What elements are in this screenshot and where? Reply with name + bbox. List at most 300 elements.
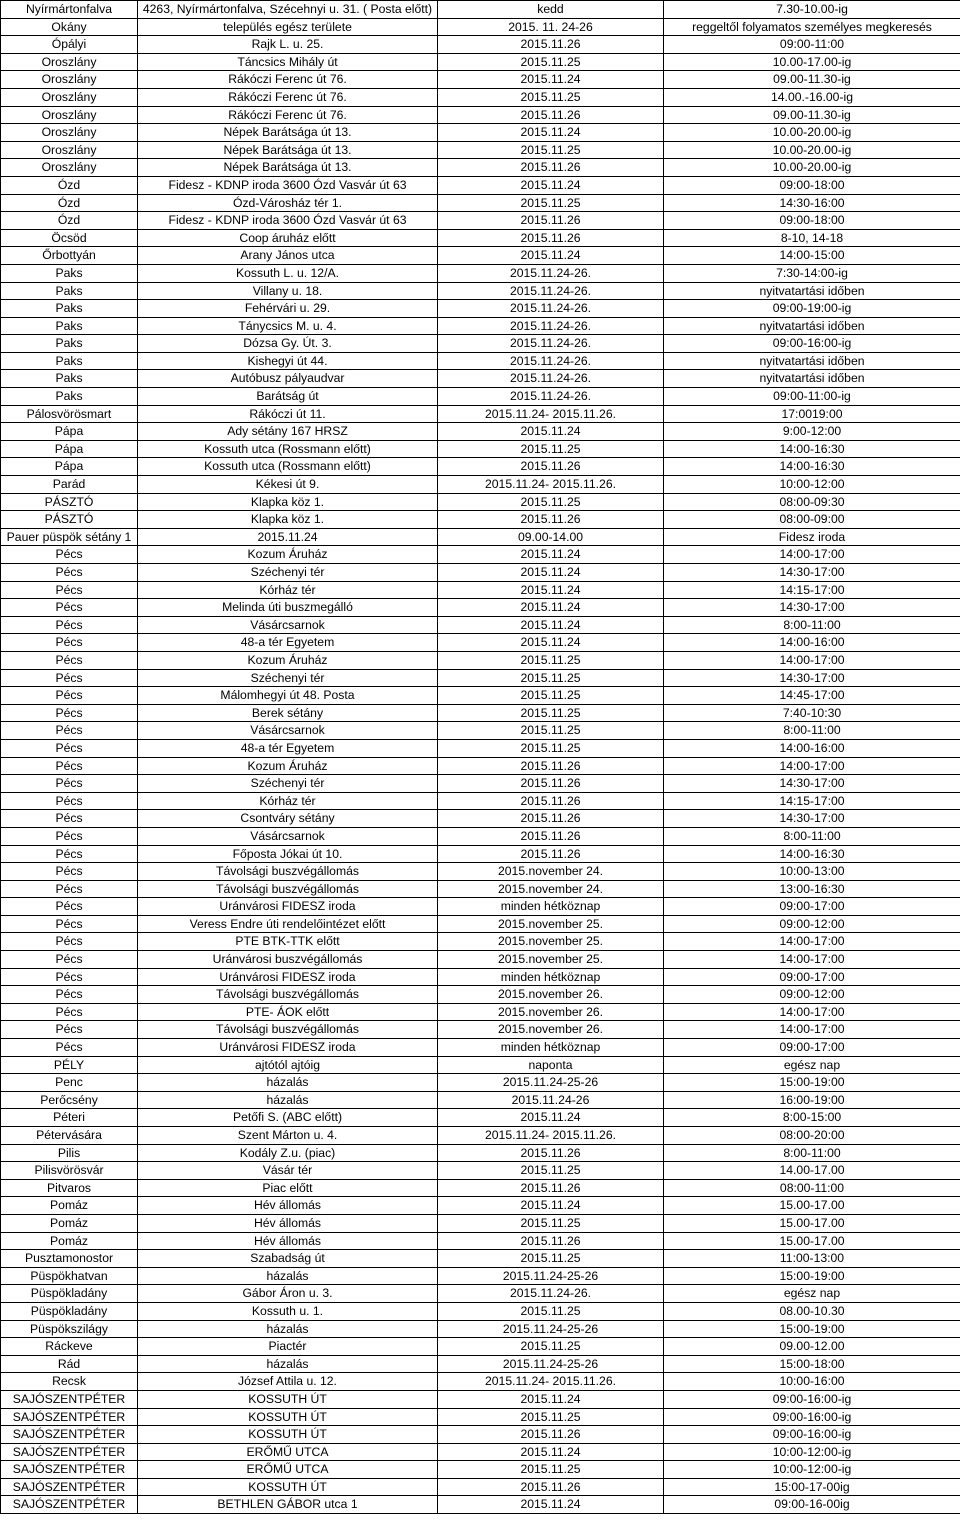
table-row: [1, 564, 960, 582]
location-cell: Kossuth L. u. 12/A.: [138, 264, 438, 282]
table-row: [1, 757, 960, 775]
table-row: [1, 1478, 960, 1496]
settlement-cell: Pápa: [1, 440, 138, 458]
settlement-cell: Pécs: [1, 669, 138, 687]
settlement-cell: Pápa: [1, 423, 138, 441]
settlement-cell: Püspökszilágy: [1, 1320, 138, 1338]
time-cell: Fidesz iroda: [664, 528, 960, 546]
date-cell: 2015.11.24-26.: [438, 352, 664, 370]
time-cell: 09:00-17:00: [664, 898, 960, 916]
time-cell: 09:00-19:00-ig: [664, 300, 960, 318]
table-row: [1, 951, 960, 969]
location-cell: Klapka köz 1.: [138, 511, 438, 529]
table-row: [1, 71, 960, 89]
time-cell: 14:00-17:00: [664, 933, 960, 951]
location-cell: Barátság út: [138, 388, 438, 406]
date-cell: 2015. 11. 24-26: [438, 18, 664, 36]
time-cell: nyitvatartási időben: [664, 282, 960, 300]
date-cell: 2015.11.26: [438, 845, 664, 863]
location-cell: Villany u. 18.: [138, 282, 438, 300]
table-row: [1, 36, 960, 54]
date-cell: 2015.11.24: [438, 546, 664, 564]
time-cell: 14:15-17:00: [664, 581, 960, 599]
time-cell: 8:00-11:00: [664, 1144, 960, 1162]
location-cell: Szent Márton u. 4.: [138, 1127, 438, 1145]
date-cell: 2015.11.25: [438, 493, 664, 511]
table-row: [1, 1496, 960, 1514]
date-cell: kedd: [438, 1, 664, 19]
location-cell: házalás: [138, 1091, 438, 1109]
settlement-cell: Pécs: [1, 933, 138, 951]
date-cell: 2015.11.26: [438, 827, 664, 845]
time-cell: 14.00-17.00: [664, 1162, 960, 1180]
table-row: [1, 458, 960, 476]
time-cell: 09:00-18:00: [664, 176, 960, 194]
date-cell: 2015.11.25: [438, 687, 664, 705]
table-row: [1, 1408, 960, 1426]
date-cell: 2015.11.25: [438, 1461, 664, 1479]
settlement-cell: Öcsöd: [1, 229, 138, 247]
location-cell: Autóbusz pályaudvar: [138, 370, 438, 388]
settlement-cell: Pécs: [1, 616, 138, 634]
location-cell: József Attila u. 12.: [138, 1373, 438, 1391]
location-cell: Távolsági buszvégállomás: [138, 986, 438, 1004]
date-cell: 2015.11.25: [438, 1302, 664, 1320]
time-cell: 08:00-20:00: [664, 1127, 960, 1145]
table-row: [1, 1267, 960, 1285]
table-row: [1, 1232, 960, 1250]
table-row: [1, 352, 960, 370]
table-row: [1, 53, 960, 71]
date-cell: 2015.11.24- 2015.11.26.: [438, 1373, 664, 1391]
table-row: [1, 1197, 960, 1215]
date-cell: 2015.11.24-25-26: [438, 1074, 664, 1092]
location-cell: Rajk L. u. 25.: [138, 36, 438, 54]
settlement-cell: Oroszlány: [1, 106, 138, 124]
location-cell: Távolsági buszvégállomás: [138, 880, 438, 898]
table-row: [1, 704, 960, 722]
table-row: [1, 1426, 960, 1444]
time-cell: 09:00-11:00-ig: [664, 388, 960, 406]
time-cell: 15.00-17.00: [664, 1232, 960, 1250]
settlement-cell: Paks: [1, 370, 138, 388]
time-cell: 14:00-16:30: [664, 458, 960, 476]
table-row: [1, 1021, 960, 1039]
date-cell: 2015.11.26: [438, 229, 664, 247]
date-cell: 2015.11.24: [438, 634, 664, 652]
settlement-cell: Péteri: [1, 1109, 138, 1127]
settlement-cell: Pécs: [1, 739, 138, 757]
time-cell: 14:30-16:00: [664, 194, 960, 212]
location-cell: Melinda úti buszmegálló: [138, 599, 438, 617]
location-cell: KOSSUTH ÚT: [138, 1390, 438, 1408]
table-row: [1, 915, 960, 933]
location-cell: Málomhegyi út 48. Posta: [138, 687, 438, 705]
location-cell: házalás: [138, 1074, 438, 1092]
location-cell: BETHLEN GÁBOR utca 1: [138, 1496, 438, 1514]
table-row: [1, 1, 960, 19]
table-row: [1, 440, 960, 458]
table-row: [1, 317, 960, 335]
date-cell: 2015.11.24-26: [438, 1091, 664, 1109]
date-cell: 2015.11.25: [438, 651, 664, 669]
time-cell: 7.30-10.00-ig: [664, 1, 960, 19]
table-row: [1, 88, 960, 106]
time-cell: 14:00-15:00: [664, 247, 960, 265]
time-cell: 14:30-17:00: [664, 599, 960, 617]
time-cell: 10:00-12:00-ig: [664, 1443, 960, 1461]
date-cell: 2015.11.25: [438, 1162, 664, 1180]
table-row: [1, 124, 960, 142]
location-cell: PTE BTK-TTK előtt: [138, 933, 438, 951]
time-cell: 14:00-17:00: [664, 951, 960, 969]
table-row: [1, 986, 960, 1004]
settlement-cell: Paks: [1, 317, 138, 335]
date-cell: 2015.11.26: [438, 775, 664, 793]
settlement-cell: Paks: [1, 282, 138, 300]
time-cell: 10:00-12:00-ig: [664, 1461, 960, 1479]
date-cell: 2015.11.25: [438, 704, 664, 722]
table-row: [1, 616, 960, 634]
settlement-cell: Pauer püspök sétány 1: [1, 528, 138, 546]
table-row: [1, 159, 960, 177]
table-row: [1, 300, 960, 318]
date-cell: 2015.11.26: [438, 757, 664, 775]
table-row: [1, 1039, 960, 1057]
settlement-cell: Pécs: [1, 792, 138, 810]
table-row: [1, 880, 960, 898]
location-cell: Kórház tér: [138, 792, 438, 810]
table-row: [1, 1302, 960, 1320]
date-cell: 2015.november 25.: [438, 951, 664, 969]
location-cell: Veress Endre úti rendelőintézet előtt: [138, 915, 438, 933]
location-cell: Kossuth utca (Rossmann előtt): [138, 458, 438, 476]
date-cell: 2015.11.25: [438, 722, 664, 740]
location-cell: Fehérvári u. 29.: [138, 300, 438, 318]
settlement-cell: SAJÓSZENTPÉTER: [1, 1390, 138, 1408]
settlement-cell: Ózd: [1, 194, 138, 212]
location-cell: Uránvárosi FIDESZ iroda: [138, 898, 438, 916]
date-cell: 2015.11.24: [438, 1443, 664, 1461]
settlement-cell: Pápa: [1, 458, 138, 476]
time-cell: 14:00-17:00: [664, 546, 960, 564]
table-row: [1, 493, 960, 511]
time-cell: nyitvatartási időben: [664, 370, 960, 388]
settlement-cell: Pécs: [1, 880, 138, 898]
date-cell: 2015.november 24.: [438, 863, 664, 881]
date-cell: 2015.11.24-26.: [438, 282, 664, 300]
table-row: [1, 264, 960, 282]
settlement-cell: Pécs: [1, 968, 138, 986]
date-cell: 2015.11.24: [438, 176, 664, 194]
location-cell: Hév állomás: [138, 1214, 438, 1232]
settlement-cell: Rád: [1, 1355, 138, 1373]
settlement-cell: SAJÓSZENTPÉTER: [1, 1461, 138, 1479]
location-cell: Rákóczi út 11.: [138, 405, 438, 423]
table-row: [1, 634, 960, 652]
table-row: [1, 1056, 960, 1074]
time-cell: 15:00-17-00ig: [664, 1478, 960, 1496]
time-cell: 09:00-16:00-ig: [664, 1426, 960, 1444]
date-cell: 2015.11.24: [438, 423, 664, 441]
time-cell: 10.00-20.00-ig: [664, 141, 960, 159]
settlement-cell: Pécs: [1, 687, 138, 705]
settlement-cell: Ráckeve: [1, 1338, 138, 1356]
time-cell: 08:00-11:00: [664, 1179, 960, 1197]
date-cell: 2015.11.24-26.: [438, 300, 664, 318]
time-cell: 08:00-09:00: [664, 511, 960, 529]
settlement-cell: Paks: [1, 300, 138, 318]
time-cell: 15:00-18:00: [664, 1355, 960, 1373]
date-cell: 2015.11.26: [438, 511, 664, 529]
time-cell: 09:00-11:00: [664, 36, 960, 54]
location-cell: Távolsági buszvégállomás: [138, 1021, 438, 1039]
settlement-cell: Pétervására: [1, 1127, 138, 1145]
location-cell: Csontváry sétány: [138, 810, 438, 828]
settlement-cell: Ózd: [1, 212, 138, 230]
settlement-cell: Pécs: [1, 951, 138, 969]
location-cell: Főposta Jókai út 10.: [138, 845, 438, 863]
table-row: [1, 1250, 960, 1268]
table-row: [1, 370, 960, 388]
table-row: [1, 282, 960, 300]
location-cell: PTE- ÁOK előtt: [138, 1003, 438, 1021]
date-cell: 2015.11.25: [438, 1250, 664, 1268]
table-row: [1, 1127, 960, 1145]
time-cell: nyitvatartási időben: [664, 352, 960, 370]
time-cell: 14:00-16:30: [664, 845, 960, 863]
settlement-cell: Pécs: [1, 722, 138, 740]
time-cell: 16:00-19:00: [664, 1091, 960, 1109]
settlement-cell: Püspökladány: [1, 1302, 138, 1320]
time-cell: 14:00-16:30: [664, 440, 960, 458]
settlement-cell: Pécs: [1, 915, 138, 933]
location-cell: Népek Barátsága út 13.: [138, 159, 438, 177]
table-row: [1, 388, 960, 406]
settlement-cell: SAJÓSZENTPÉTER: [1, 1443, 138, 1461]
location-cell: Vásárcsarnok: [138, 616, 438, 634]
table-row: [1, 775, 960, 793]
location-cell: Petőfi S. (ABC előtt): [138, 1109, 438, 1127]
table-row: [1, 810, 960, 828]
table-row: [1, 18, 960, 36]
time-cell: 14:30-17:00: [664, 810, 960, 828]
location-cell: Kórház tér: [138, 581, 438, 599]
settlement-cell: Nyírmártonfalva: [1, 1, 138, 19]
time-cell: 13:00-16:30: [664, 880, 960, 898]
location-cell: Dózsa Gy. Út. 3.: [138, 335, 438, 353]
table-row: [1, 141, 960, 159]
settlement-cell: Pomáz: [1, 1232, 138, 1250]
date-cell: minden hétköznap: [438, 968, 664, 986]
settlement-cell: Pécs: [1, 827, 138, 845]
location-cell: Hév állomás: [138, 1232, 438, 1250]
location-cell: 48-a tér Egyetem: [138, 634, 438, 652]
table-row: [1, 863, 960, 881]
date-cell: 2015.11.24-25-26: [438, 1355, 664, 1373]
date-cell: 2015.11.25: [438, 53, 664, 71]
date-cell: 2015.11.24: [438, 616, 664, 634]
time-cell: 8:00-11:00: [664, 722, 960, 740]
time-cell: 14:00-17:00: [664, 1003, 960, 1021]
location-cell: Kozum Áruház: [138, 757, 438, 775]
settlement-cell: PÁSZTÓ: [1, 511, 138, 529]
settlement-cell: Pálosvörösmart: [1, 405, 138, 423]
settlement-cell: Pécs: [1, 704, 138, 722]
table-row: [1, 1285, 960, 1303]
date-cell: 2015.11.26: [438, 810, 664, 828]
time-cell: 14:15-17:00: [664, 792, 960, 810]
location-cell: Vásárcsarnok: [138, 827, 438, 845]
location-cell: Klapka köz 1.: [138, 493, 438, 511]
date-cell: 2015.11.24: [438, 1390, 664, 1408]
location-cell: KOSSUTH ÚT: [138, 1478, 438, 1496]
location-cell: Távolsági buszvégállomás: [138, 863, 438, 881]
settlement-cell: Őrbottyán: [1, 247, 138, 265]
time-cell: 8:00-15:00: [664, 1109, 960, 1127]
settlement-cell: Pécs: [1, 775, 138, 793]
table-row: [1, 599, 960, 617]
time-cell: 15:00-19:00: [664, 1267, 960, 1285]
location-cell: ajtótól ajtóig: [138, 1056, 438, 1074]
location-cell: 4263, Nyírmártonfalva, Szécehnyi u. 31. ( Posta előtt): [138, 1, 438, 19]
settlement-cell: Pitvaros: [1, 1179, 138, 1197]
date-cell: 2015.11.24: [438, 581, 664, 599]
time-cell: 09:00-12:00: [664, 915, 960, 933]
date-cell: minden hétköznap: [438, 898, 664, 916]
table-row: [1, 933, 960, 951]
settlement-cell: Pécs: [1, 599, 138, 617]
settlement-cell: Paks: [1, 352, 138, 370]
time-cell: 11:00-13:00: [664, 1250, 960, 1268]
table-row: [1, 1144, 960, 1162]
table-row: [1, 528, 960, 546]
location-cell: Gábor Áron u. 3.: [138, 1285, 438, 1303]
table-row: [1, 827, 960, 845]
settlement-cell: PÁSZTÓ: [1, 493, 138, 511]
location-cell: Fidesz - KDNP iroda 3600 Ózd Vasvár út 63: [138, 212, 438, 230]
table-row: [1, 1355, 960, 1373]
date-cell: 2015.11.25: [438, 1338, 664, 1356]
time-cell: 7:30-14:00-ig: [664, 264, 960, 282]
date-cell: 2015.11.24- 2015.11.26.: [438, 476, 664, 494]
date-cell: 2015.11.25: [438, 141, 664, 159]
time-cell: egész nap: [664, 1285, 960, 1303]
location-cell: KOSSUTH ÚT: [138, 1408, 438, 1426]
time-cell: 10:00-16:00: [664, 1373, 960, 1391]
location-cell: Ózd-Városház tér 1.: [138, 194, 438, 212]
settlement-cell: Oroszlány: [1, 141, 138, 159]
settlement-cell: Pécs: [1, 898, 138, 916]
date-cell: 2015.11.25: [438, 669, 664, 687]
location-cell: Vásár tér: [138, 1162, 438, 1180]
table-row: [1, 1373, 960, 1391]
settlement-cell: Pécs: [1, 757, 138, 775]
date-cell: 2015.11.26: [438, 212, 664, 230]
table-row: [1, 247, 960, 265]
time-cell: 09.00-11.30-ig: [664, 71, 960, 89]
date-cell: 2015.11.25: [438, 194, 664, 212]
time-cell: 9:00-12:00: [664, 423, 960, 441]
time-cell: 7:40-10:30: [664, 704, 960, 722]
date-cell: 2015.11.26: [438, 36, 664, 54]
settlement-cell: SAJÓSZENTPÉTER: [1, 1496, 138, 1514]
time-cell: 10:00-13:00: [664, 863, 960, 881]
date-cell: 2015.11.26: [438, 1426, 664, 1444]
time-cell: 17:0019:00: [664, 405, 960, 423]
table-row: [1, 651, 960, 669]
settlement-cell: Penc: [1, 1074, 138, 1092]
time-cell: 15.00-17.00: [664, 1214, 960, 1232]
time-cell: 09:00-17:00: [664, 968, 960, 986]
settlement-cell: Pécs: [1, 564, 138, 582]
date-cell: 2015.11.26: [438, 1478, 664, 1496]
table-row: [1, 1074, 960, 1092]
settlement-cell: SAJÓSZENTPÉTER: [1, 1408, 138, 1426]
time-cell: 08.00-10.30: [664, 1302, 960, 1320]
settlement-cell: Pécs: [1, 810, 138, 828]
date-cell: 2015.11.25: [438, 1408, 664, 1426]
date-cell: 2015.11.25: [438, 739, 664, 757]
location-cell: Vásárcsarnok: [138, 722, 438, 740]
settlement-cell: PÉLY: [1, 1056, 138, 1074]
location-cell: Népek Barátsága út 13.: [138, 124, 438, 142]
time-cell: 10.00-20.00-ig: [664, 124, 960, 142]
time-cell: egész nap: [664, 1056, 960, 1074]
settlement-cell: Pilisvörösvár: [1, 1162, 138, 1180]
date-cell: 2015.11.26: [438, 1144, 664, 1162]
table-row: [1, 1320, 960, 1338]
table-row: [1, 212, 960, 230]
table-row: [1, 176, 960, 194]
settlement-cell: Pécs: [1, 845, 138, 863]
table-row: [1, 1179, 960, 1197]
location-cell: ERŐMŰ UTCA: [138, 1443, 438, 1461]
location-cell: Széchenyi tér: [138, 775, 438, 793]
time-cell: 14:30-17:00: [664, 564, 960, 582]
table-row: [1, 581, 960, 599]
location-cell: Kishegyi út 44.: [138, 352, 438, 370]
settlement-cell: Pécs: [1, 863, 138, 881]
location-cell: Coop áruház előtt: [138, 229, 438, 247]
date-cell: 09.00-14.00: [438, 528, 664, 546]
date-cell: 2015.november 25.: [438, 933, 664, 951]
table-row: [1, 722, 960, 740]
table-row: [1, 669, 960, 687]
date-cell: 2015.11.24- 2015.11.26.: [438, 405, 664, 423]
table-row: [1, 968, 960, 986]
location-cell: Kossuth u. 1.: [138, 1302, 438, 1320]
date-cell: 2015.11.24-26.: [438, 388, 664, 406]
settlement-cell: Oroszlány: [1, 124, 138, 142]
location-cell: Kossuth utca (Rossmann előtt): [138, 440, 438, 458]
time-cell: 14.00.-16.00-ig: [664, 88, 960, 106]
date-cell: 2015.11.26: [438, 792, 664, 810]
date-cell: 2015.november 25.: [438, 915, 664, 933]
time-cell: 10.00-17.00-ig: [664, 53, 960, 71]
date-cell: 2015.november 26.: [438, 986, 664, 1004]
date-cell: 2015.11.25: [438, 1214, 664, 1232]
date-cell: 2015.11.24: [438, 1109, 664, 1127]
settlement-cell: Pécs: [1, 1003, 138, 1021]
time-cell: 09:00-12:00: [664, 986, 960, 1004]
date-cell: 2015.11.24: [438, 564, 664, 582]
table-row: [1, 1162, 960, 1180]
date-cell: 2015.november 26.: [438, 1003, 664, 1021]
date-cell: 2015.11.26: [438, 1232, 664, 1250]
location-cell: Szabadság út: [138, 1250, 438, 1268]
date-cell: 2015.11.25: [438, 440, 664, 458]
